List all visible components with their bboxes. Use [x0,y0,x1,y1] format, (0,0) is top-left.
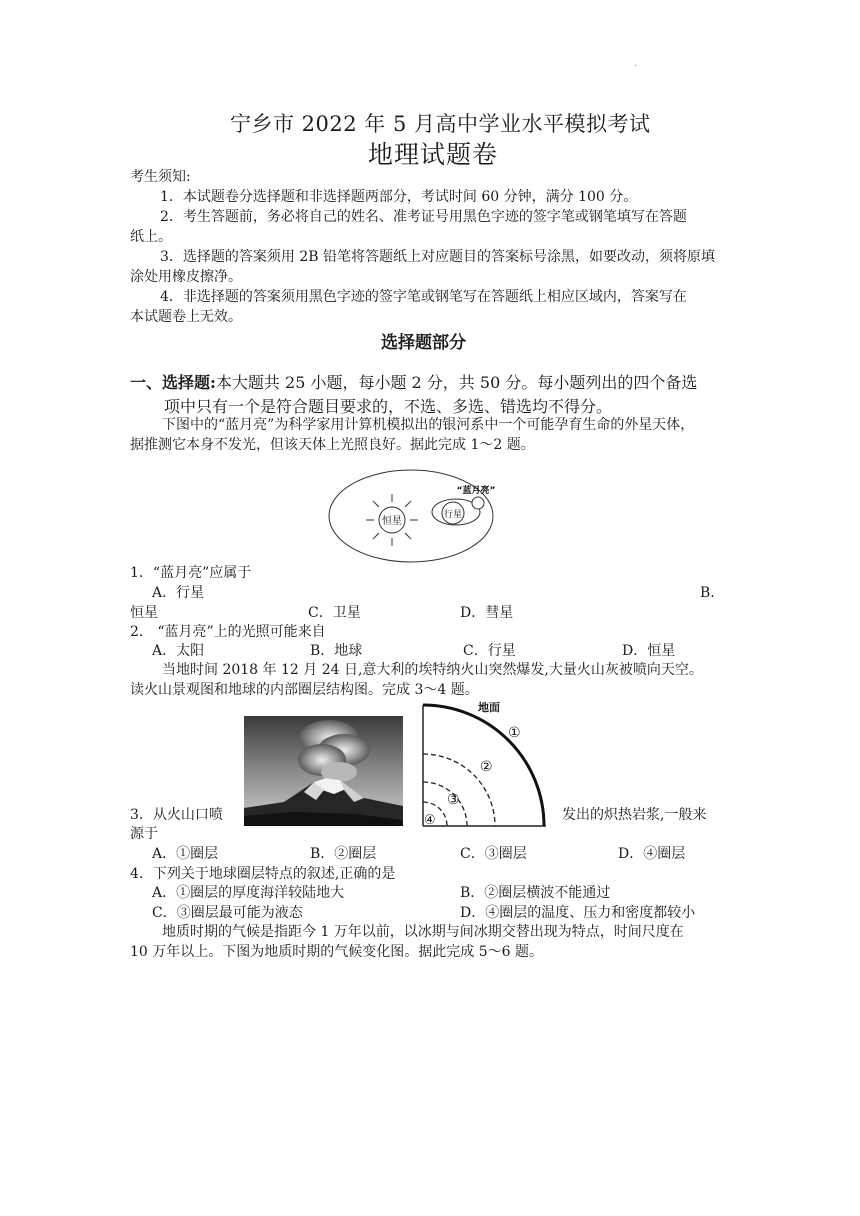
q1-option-a: A．行星 [152,585,205,601]
q4-option-c: C．③圈层最可能为液态 [152,905,303,921]
q2-option-b: B．地球 [310,643,363,659]
orbit-diagram [326,466,516,566]
notice-item: 纸上。 [130,229,172,245]
q2-stem: 2． “蓝月亮”上的光照可能来自 [130,624,326,640]
q4-stem: 4．下列关于地球圈层特点的叙述,正确的是 [130,866,396,882]
q1-option-b-letter: B. [700,585,715,601]
q4-option-b: B．②圈层横波不能通过 [460,885,611,901]
intro-text: 读火山景观图和地球的内部圈层结构图。完成 3～4 题。 [130,682,479,698]
q2-option-d: D．恒星 [622,643,676,659]
notice-item: 4．非选择题的答案须用黑色字迹的签字笔或钢笔写在答题纸上相应区域内，答案写在 [160,289,687,305]
layer-4-label: ④ [424,813,436,828]
moon-circle [472,497,484,509]
part1-line2: 项中只有一个是符合题目要求的，不选、多选、错选均不得分。 [164,397,613,416]
q1-stem: 1．“蓝月亮”应属于 [130,565,252,581]
q3-option-c: C．③圈层 [460,846,527,862]
q3-option-d: D．④圈层 [618,846,686,862]
paper-title: 地理试题卷 [368,140,499,169]
part1-line1: 本大题共 25 小题，每小题 2 分，共 50 分。每小题列出的四个备选 [215,373,698,392]
q3-stem-right: 发出的炽热岩浆,一般来 [562,807,707,823]
notice-heading: 考生须知: [130,169,191,185]
q3-stem-cont: 源于 [130,826,158,842]
q1-option-c: C．卫星 [308,605,361,621]
notice-item: 3．选择题的答案须用 2B 铅笔将答题纸上对应题目的答案标号涂黑，如要改动，须将原填 [160,249,716,265]
volcano-photo [244,716,403,826]
part1-heading [130,370,697,393]
q2-option-a: A．太阳 [152,643,205,659]
surface-label: 地面 [478,701,500,714]
layer-2-label: ② [480,759,493,775]
q1-option-b-text: 恒星 [130,605,158,621]
planet-label: 行星 [443,510,463,520]
moon-label: “蓝月亮” [456,486,496,496]
earth-layers-diagram [420,700,570,830]
q4-option-a: A．①圈层的厚度海洋较陆地大 [152,885,345,901]
layer-1-label: ① [508,725,521,741]
q2-option-c: C．行星 [463,643,516,659]
intro-text: 下图中的“蓝月亮”为科学家用计算机模拟出的银河系中一个可能孕育生命的外星天体， [162,417,695,433]
section-title: 选择题部分 [381,333,466,353]
part1-label: 一、选择题: [130,373,216,392]
notice-item: 涂处用橡皮擦净。 [130,269,242,285]
q4-option-d: D．④圈层的温度、压力和密度都较小 [460,905,696,921]
star-label: 恒星 [382,516,402,527]
q3-option-a: A．①圈层 [152,846,219,862]
notice-item: 本试题卷上无效。 [130,309,242,325]
layer-3-label: ③ [447,792,460,808]
exam-title: 宁乡市 2022 年 5 月高中学业水平模拟考试 [230,112,651,136]
intro-text: 当地时间 2018 年 12 月 24 日,意大利的埃特纳火山突然爆发,大量火山灰被喷向天空。 [162,662,703,678]
q3-option-b: B．②圈层 [310,846,377,862]
notice-item: 2．考生答题前，务必将自己的姓名、准考证号用黑色字迹的签字笔或钢笔填写在答题 [160,209,687,225]
intro-text: 据推测它本身不发光，但该天体上光照良好。据此完成 1～2 题。 [130,437,535,453]
intro-text: 地质时期的气候是指距今 1 万年以前，以冰期与间冰期交替出现为特点，时间尺度在 [162,924,684,940]
q3-stem-left: 3．从火山口喷 [130,807,223,823]
q1-option-d: D．彗星 [460,605,514,621]
intro-text: 10 万年以上。下图为地质时期的气候变化图。据此完成 5～6 题。 [130,944,543,960]
notice-item: 1．本试题卷分选择题和非选择题两部分，考试时间 60 分钟，满分 100 分。 [160,189,638,205]
corner-mark: · [634,61,638,72]
